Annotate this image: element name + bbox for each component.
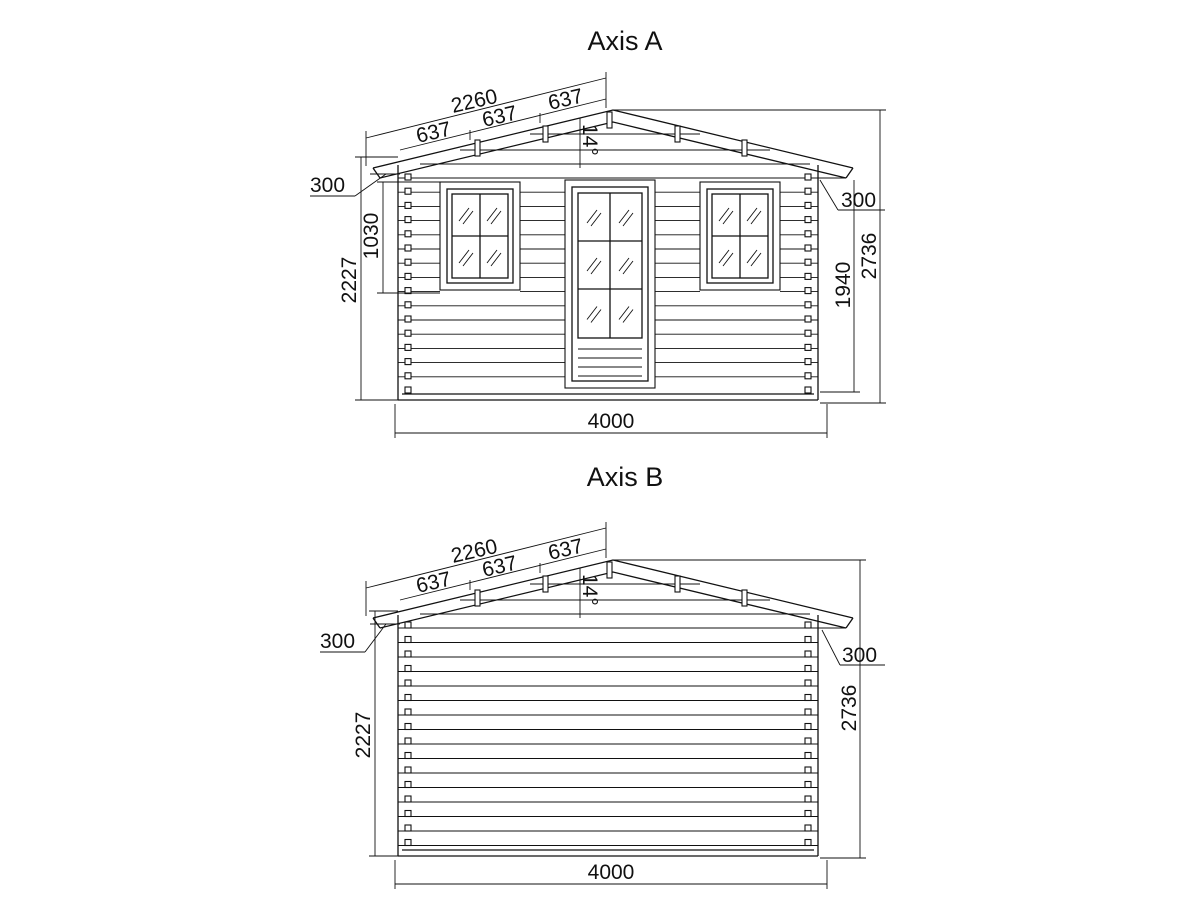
- axis-a-roof-total-dim: 2260: [448, 84, 500, 118]
- axis-a-roof-seg-1-dim: 637: [413, 117, 454, 148]
- axis-a-door: [565, 180, 655, 388]
- axis-b-dimension-lines: [320, 522, 885, 889]
- axis-b-roof-total-dim: 2260: [448, 534, 500, 568]
- axis-b-title: Axis B: [586, 462, 664, 492]
- axis-b-width-dim: 4000: [587, 861, 635, 884]
- axis-b-wall-height-dim: 2227: [352, 711, 375, 759]
- axis-a-roof-seg-3-dim: 637: [545, 84, 586, 115]
- axis-a-total-height-dim: 2736: [858, 232, 881, 280]
- axis-a-window-height-dim: 1030: [360, 212, 383, 260]
- axis-b-elevation: [320, 462, 885, 889]
- axis-a-wall-height-dim: 2227: [338, 256, 361, 304]
- axis-a-title: Axis A: [587, 26, 663, 56]
- axis-a-door-height-dim: 1940: [832, 261, 855, 309]
- axis-a-elevation: [310, 26, 886, 438]
- axis-a-right-window: [700, 182, 780, 290]
- axis-b-wall: [398, 615, 818, 856]
- axis-a-angle-dim: 14°: [578, 124, 601, 156]
- axis-a-roof-seg-2-dim: 637: [479, 101, 520, 132]
- axis-b-total-height-dim: 2736: [838, 684, 861, 732]
- axis-b-overhang-right-dim: 300: [842, 644, 878, 667]
- axis-a-left-window: [440, 182, 520, 290]
- axis-b-roof-seg-1-dim: 637: [413, 567, 454, 598]
- axis-a-overhang-right-dim: 300: [841, 189, 877, 212]
- axis-a-overhang-left-dim: 300: [310, 174, 346, 197]
- axis-b-roof-seg-3-dim: 637: [545, 534, 586, 565]
- axis-a-width-dim: 4000: [587, 410, 635, 433]
- axis-b-angle-dim: 14°: [578, 574, 601, 606]
- axis-b-roof-seg-2-dim: 637: [479, 551, 520, 582]
- axis-b-overhang-left-dim: 300: [320, 630, 356, 653]
